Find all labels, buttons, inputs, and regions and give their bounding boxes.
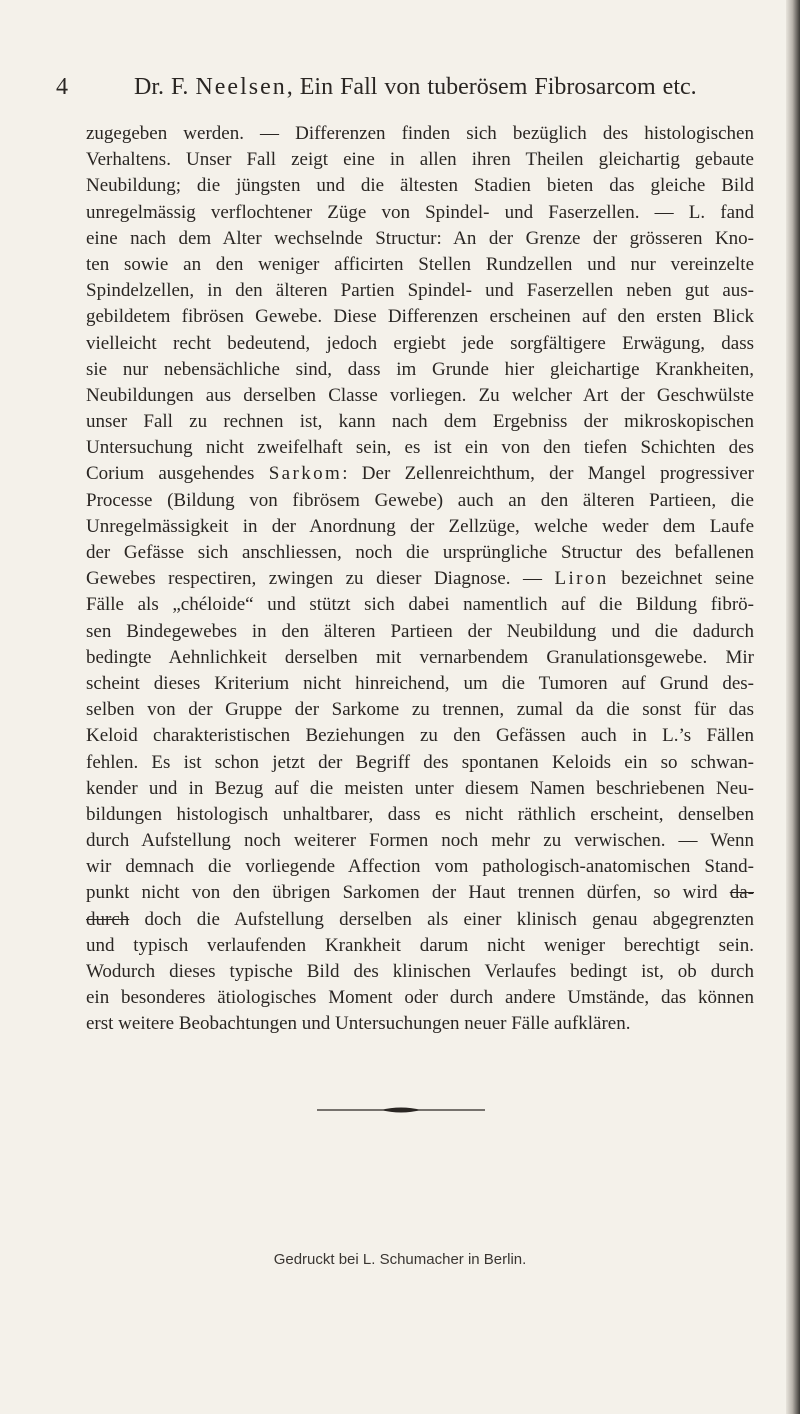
- spaced-name: Liron: [554, 568, 609, 590]
- running-title-author: Neelsen: [195, 74, 287, 100]
- text-line: [86, 933, 754, 959]
- text-line: [86, 671, 754, 697]
- line-segment: ten sowie an den weniger afficirten Stellen Rundzellen und nur vereinzelte: [86, 253, 754, 275]
- text-line: [86, 461, 754, 487]
- text-line: [86, 723, 754, 749]
- running-title: [134, 74, 697, 101]
- text-line: [86, 802, 754, 828]
- text-line: [86, 304, 754, 330]
- spaced-name: Sarkom: [268, 463, 343, 485]
- line-segment: ein besonderes ätiologisches Moment oder durch andere Umstände, das können: [86, 987, 754, 1009]
- page-number: 4: [56, 74, 68, 100]
- text-line: [86, 1011, 754, 1037]
- running-title-rest: , Ein Fall von tuberösem Fibrosarcom etc.: [286, 74, 697, 100]
- text-line: [86, 592, 754, 618]
- text-line: [86, 226, 754, 252]
- line-segment: unser Fall zu rechnen ist, kann nach dem Ergebniss der mikroskopischen: [86, 411, 754, 433]
- struck-word: durch: [86, 908, 130, 930]
- line-segment: scheint dieses Kriterium nicht hinreichend, um die Tumoren auf Grund des-: [86, 672, 754, 694]
- section-end-ornament: [317, 1105, 485, 1115]
- text-line: [86, 776, 754, 802]
- body-text: [86, 121, 754, 1038]
- text-line: [86, 252, 754, 278]
- line-segment: bildungen histologisch unhaltbarer, dass es nicht räthlich erscheint, denselben: [86, 803, 754, 825]
- line-segment: doch die Aufstellung derselben als einer klinisch genau abgegrenzten: [129, 908, 754, 930]
- line-segment: Keloid charakteristischen Beziehungen zu den Gefässen auch in L.’s Fällen: [86, 725, 754, 747]
- line-segment: Unregelmässigkeit in der Anordnung der Zellzüge, welche weder dem Laufe: [86, 515, 754, 537]
- text-line: [86, 566, 754, 592]
- line-segment: Spindelzellen, in den älteren Partien Spindel- und Faserzellen neben gut aus-: [86, 280, 754, 302]
- text-line: [86, 488, 754, 514]
- line-segment: bezeichnet seine: [608, 568, 755, 590]
- printer-imprint: Gedruckt bei L. Schumacher in Berlin.: [273, 1251, 527, 1268]
- line-segment: Gewebes respectiren, zwingen zu dieser Diagnose. —: [86, 568, 555, 590]
- text-line: [86, 409, 754, 435]
- line-segment: Corium ausgehendes: [86, 463, 269, 485]
- text-line: [86, 645, 754, 671]
- text-line: [86, 121, 754, 147]
- line-segment: Verhaltens. Unser Fall zeigt eine in allen ihren Theilen gleichartig gebaute: [86, 149, 754, 171]
- line-segment: fehlen. Es ist schon jetzt der Begriff des spontanen Keloids ein so schwan-: [86, 751, 754, 773]
- line-segment: unregelmässig verflochtener Züge von Spindel- und Faserzellen. — L. fand: [86, 201, 754, 223]
- running-header: [56, 74, 756, 106]
- line-segment: eine nach dem Alter wechselnde Structur: An der Grenze der grösseren Kno-: [86, 227, 754, 249]
- line-segment: erst weitere Beobachtungen und Untersuchungen neuer Fälle aufklären.: [86, 1013, 631, 1035]
- line-segment: bedingte Aehnlichkeit derselben mit vernarbendem Granulationsgewebe. Mir: [86, 646, 754, 668]
- line-segment: kender und in Bezug auf die meisten unter diesem Namen beschriebenen Neu-: [86, 777, 754, 799]
- text-line: [86, 514, 754, 540]
- text-line: [86, 959, 754, 985]
- line-segment: wir demnach die vorliegende Affection vom pathologisch-anatomischen Stand-: [86, 856, 754, 878]
- line-segment: Processe (Bildung von fibrösem Gewebe) auch an den älteren Partieen, die: [86, 489, 754, 511]
- text-line: [86, 828, 754, 854]
- text-line: [86, 619, 754, 645]
- text-line: [86, 200, 754, 226]
- text-line: [86, 880, 754, 906]
- struck-word: da-: [729, 882, 754, 904]
- line-segment: Wodurch dieses typische Bild des klinischen Verlaufes bedingt ist, ob durch: [86, 961, 754, 982]
- line-segment: Untersuchung nicht zweifelhaft sein, es ist ein von den tiefen Schichten des: [86, 437, 754, 459]
- text-line: [86, 383, 754, 409]
- line-segment: Neubildung; die jüngsten und die ältesten Stadien bieten das gleiche Bild: [86, 175, 754, 197]
- text-line: [86, 854, 754, 880]
- line-segment: durch Aufstellung noch weiterer Formen noch mehr zu verwischen. — Wenn: [86, 830, 754, 852]
- line-segment: sie nur nebensächliche sind, dass im Grunde hier gleichartige Krankheiten,: [86, 358, 754, 380]
- line-segment: Fälle als „chéloide“ und stützt sich dabei namentlich auf die Bildung fibrö-: [86, 594, 754, 616]
- line-segment: zugegeben werden. — Differenzen finden sich bezüglich des histologischen: [86, 123, 754, 144]
- text-line: [86, 357, 754, 383]
- running-title-prefix: Dr. F.: [134, 74, 196, 100]
- text-line: [86, 907, 754, 933]
- line-segment: sen Bindegewebes in den älteren Partieen der Neubildung und die dadurch: [86, 620, 754, 642]
- line-segment: selben von der Gruppe der Sarkome zu trennen, zumal da die sonst für das: [86, 699, 754, 721]
- line-segment: gebildetem fibrösen Gewebe. Diese Differenzen erscheinen auf den ersten Blick: [86, 306, 754, 328]
- text-line: [86, 985, 754, 1011]
- text-line: [86, 435, 754, 461]
- page-edge-shadow: [786, 0, 800, 1414]
- line-segment: der Gefässe sich anschliessen, noch die ursprüngliche Structur des befallenen: [86, 542, 754, 563]
- text-line: [86, 697, 754, 723]
- text-line: [86, 331, 754, 357]
- text-line: [86, 173, 754, 199]
- text-line: [86, 147, 754, 173]
- text-line: [86, 540, 754, 566]
- line-segment: vielleicht recht bedeutend, jedoch ergiebt jede sorgfältigere Erwägung, dass: [86, 332, 754, 354]
- line-segment: Neubildungen aus derselben Classe vorliegen. Zu welcher Art der Geschwülste: [86, 384, 754, 406]
- line-segment: : Der Zellenreichthum, der Mangel progressiver: [342, 463, 754, 485]
- text-line: [86, 278, 754, 304]
- line-segment: punkt nicht von den übrigen Sarkomen der Haut trennen dürfen, so wird: [86, 882, 730, 904]
- text-line: [86, 750, 754, 776]
- line-segment: und typisch verlaufenden Krankheit darum nicht weniger berechtigt sein.: [86, 934, 754, 956]
